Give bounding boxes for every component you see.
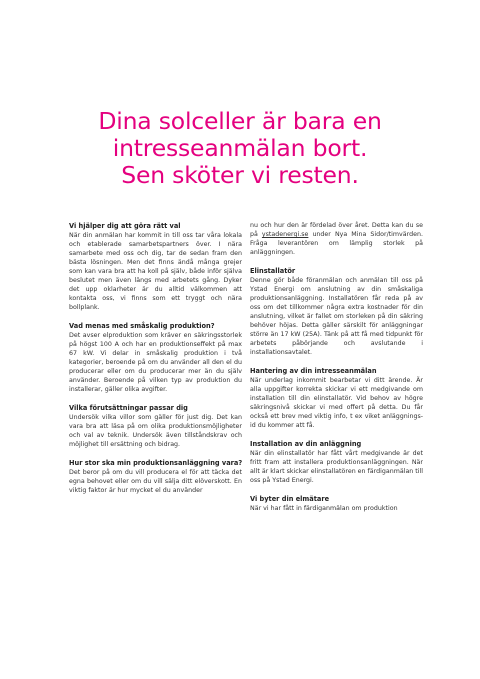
ystadenergi-link[interactable]: ystadenergi.se [261,231,309,238]
section-electrician [250,266,423,357]
section-meter-swap [250,494,423,513]
section-body: När din elinstallatör har fått vårt medgivande är det fritt fram att installera produktionsanläggningen. När allt är klart skickar elinstallatören en färdiganmälan till oss på Ystad Energi. [250,450,424,484]
section-installation [250,439,423,485]
section-application-handling [250,366,423,430]
section-body: När vi har fått in färdiganmälan om produktion [250,505,398,512]
section-body: Det avser elproduktion som kräver en säkringsstorlek på högst 100 A och har en produktionseffekt på max 67 kW. Vi delar in småskalig produktion i två kategorier, beroende på om du använder all den el du producerar eller om du producerar mer än du själv använder. Beroende på vilken typ av produktion du installerar, gäller olika avgifter. [69,332,242,393]
section-heading: Vad menas med småskalig produktion? [69,322,215,330]
section-small-scale [69,321,242,394]
section-heading: Vi byter din elmätare [250,495,330,503]
section-heading: Vi hjälper dig att göra rätt val [69,222,181,230]
section-heading: Installation av din anläggning [250,440,362,448]
section-heading: Hur stor ska min produktionsanläggning vara? [69,459,243,467]
left-column [69,221,242,504]
headline-line-2: intresseanmälan bort. [112,134,368,162]
section-plant-size [69,458,242,495]
section-body: När din anmälan har kommit in till oss tar våra lokala och etablerade samarbetspartners över. I nära samarbete med oss och dig, tar de sedan fram den bästa lösningen. Men det finns ändå många grejer som kan vara bra att ha koll på själv, både inför själva beslutet men även längs med arbetets gång. Dyker det upp oklarheter är du alltid välkommen att kontakta oss, vi finns som ett tryggt och nära bollplank. [69,232,242,311]
section-body: Det beror på om du vill producera el för att täcka det egna behovet eller om du vill sälja ditt elöverskott. En viktig faktor är hur mycket el du använder [69,469,242,494]
section-body: När underlag inkommit bearbetar vi ditt ärende. Är alla uppgifter korrekta skickar vi ett medgivande om installation till din elinstallatör. Vid behov av högre säkringsnivå skickar vi med offert på detta. Du får också ett brev med viktig info, t ex viket anläggnings-id du kommer att få. [250,377,423,429]
body-text: nu och hur den är fördelad över året. Detta kan du se på [250,222,423,238]
section-continuation [250,221,423,257]
section-right-choice [69,221,242,312]
section-heading: Vilka förutsättningar passar dig [69,404,188,412]
right-column [250,221,423,522]
section-heading: Elinstallatör [250,267,296,275]
section-body: Undersök vilka villor som gäller för just dig. Det kan vara bra att läsa på om olika produktionsmöjligheter och val av teknik. Undersök även tillståndskrav och möjlighet till ersättning och bidrag. [69,414,242,448]
headline-line-3: Sen sköter vi resten. [121,161,359,189]
section-prerequisites [69,403,242,449]
section-body: Denne gör både föranmälan och anmälan till oss på Ystad Energi om anslutning av din småskaliga produktionsanläggning. Installatören får reda på av oss om det tillkommer några extra kostnader för din anslutning, vilket är fallet om storleken på din säkring behöver höjas. Detta gäller särskilt för anläggningar större än 17 kW (25A). Tänk på att få med tidpunkt för arbetets påbörjande och avslutande i installationsavtalet. [250,277,423,356]
section-heading: Hantering av din intresseanmälan [250,367,377,375]
body-text: under Nya Mina Sidor/timvärden. Fråga leverantören om lämplig storlek på anläggningen. [250,231,423,256]
section-body [250,221,423,257]
page-headline [40,108,440,189]
headline-line-1: Dina solceller är bara en [98,107,382,135]
